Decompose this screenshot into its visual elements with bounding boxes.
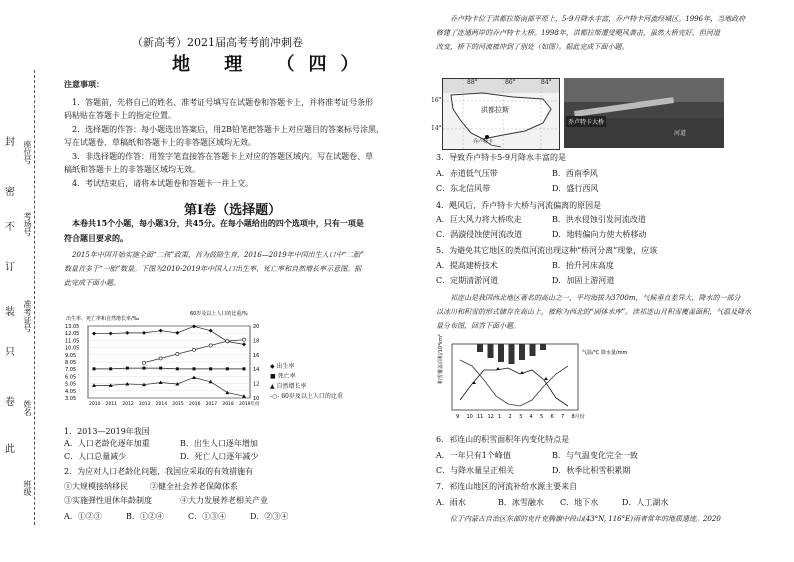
snow-bar xyxy=(477,344,483,352)
q4-option-c: C．涡漩侵蚀使河流改道 xyxy=(436,230,523,239)
q1-option-c: C．人口总量减少 xyxy=(64,452,127,461)
q4-option-b: B．洪水侵蚀引发河流改道 xyxy=(552,215,646,224)
series-line xyxy=(94,368,244,369)
x-tick-label: 2012 xyxy=(122,402,134,407)
section-intro: 本卷共15个小题，每小题3分，共45分。在每小题给出的四个选项中，只有一项是 xyxy=(72,218,364,228)
legend-item: ◆ 出生率 xyxy=(270,363,295,370)
river-label: 河道 xyxy=(674,130,687,137)
q3-option-d: D．盛行西风 xyxy=(552,184,599,193)
left-tick-label: 8.05 xyxy=(65,360,77,366)
left-tick-label: 6.05 xyxy=(65,374,77,381)
margin-word: 卷 xyxy=(5,397,15,408)
q2-option-a: A．①②③ xyxy=(64,512,102,521)
left-tick-label: 3.05 xyxy=(65,396,77,402)
left-tick-label: 7.05 xyxy=(65,367,77,374)
question-5: 5．为避免其它地区的类似河流出现这种“桥河分离”现象，应该 xyxy=(436,246,658,255)
x-tick-label: 2016 xyxy=(189,402,201,407)
data-point xyxy=(159,381,163,385)
cut-line xyxy=(34,70,35,525)
margin-word: 只 xyxy=(5,347,15,358)
right-tick-label: 10 xyxy=(253,396,260,402)
q5-option-b: B．抬升河床高度 xyxy=(552,261,614,270)
notice-line: 稿纸和答题卡上的非答题区域均无效。 xyxy=(64,165,200,174)
q3-option-a: A．赤道低气压带 xyxy=(436,169,498,178)
month-label: 5 xyxy=(540,414,544,420)
left-tick-label: 4.05 xyxy=(65,388,77,395)
q4-option-d: D．地转偏向力使大桥移动 xyxy=(552,230,647,239)
month-label: 11 xyxy=(477,414,484,420)
x-tick-label: 2013 xyxy=(139,402,151,407)
left-tick-label: 11.05 xyxy=(65,338,80,345)
passage-line: 此完成下面小题。 xyxy=(64,279,120,287)
notice-heading: 注意事项： xyxy=(64,79,104,89)
chart2-left-label: 积雪覆盖面积/10⁴km² xyxy=(438,334,444,384)
x-tick-label: 2014 xyxy=(155,402,168,407)
x-tick-label: 2011 xyxy=(105,402,118,407)
right-tick-label: 20 xyxy=(253,324,260,330)
margin-word: 装 xyxy=(5,307,15,318)
data-point xyxy=(142,361,145,364)
q7-option-b: B．冰雪融水 xyxy=(498,498,544,507)
left-tick-label: 10.05 xyxy=(65,345,80,352)
data-point xyxy=(159,357,162,360)
snow-bar xyxy=(530,344,536,356)
data-point xyxy=(243,367,246,370)
data-point xyxy=(125,331,129,335)
data-point xyxy=(192,375,196,379)
q2-option-d: D．②③④ xyxy=(250,512,289,521)
data-point xyxy=(242,338,245,341)
bridge-photo xyxy=(564,78,724,148)
population-rate-chart xyxy=(64,310,276,414)
q4-option-a: A．巨大风力将大桥吹走 xyxy=(436,215,522,224)
snow-bar xyxy=(498,344,504,362)
question-6: 6．祁连山的积雪面积年内变化特点是 xyxy=(436,435,570,444)
x-tick-label: 2015 xyxy=(172,402,184,407)
data-point xyxy=(159,367,162,370)
right-tick-label: 18 xyxy=(253,338,260,345)
notice-line: 1．答题前，先将自己的姓名、准考证号填写在试题卷和答题卡上，并将准考证号条形 xyxy=(72,98,374,107)
chart-legend xyxy=(270,362,370,402)
legend-item: ▲ 自然增长率 xyxy=(270,383,307,390)
q2-item: ③实施弹性退休年龄制度 xyxy=(64,496,152,505)
data-point xyxy=(143,367,146,370)
x-tick-label: 2018 xyxy=(222,402,234,407)
passage-line: 数量首多于“一胎”数量。下图为2010-2019年中国人口出生率、死亡率和自然增长率示意图。据 xyxy=(64,265,362,273)
left-tick-label: 5.05 xyxy=(65,381,77,388)
q7-option-d: D．人工湖水 xyxy=(622,498,669,507)
month-label: 10 xyxy=(466,414,473,420)
data-point xyxy=(176,352,179,355)
data-point xyxy=(192,324,196,328)
data-point xyxy=(209,344,212,347)
question-2: 2．为应对人口老龄化问题，我国应采取的有效措施有 xyxy=(64,467,254,476)
notice-line: 3．非选择题的作答：用签字笔直接答在答题卡上对应的答题区域内。写在试题卷、草 xyxy=(72,152,374,161)
q1-option-b: B．出生人口逐年增加 xyxy=(180,439,258,448)
passage-line: 祁连山是我国西北地区著名的高山之一，平均海拔为3700m，气候垂直差异大，降水的一部分 xyxy=(450,294,741,302)
data-point xyxy=(242,342,246,346)
passage-line: 以冰川和积雪的形式储存在高山上，被称为西北的“固体水库”。读祁连山月积雪覆盖面积、气温及降水 xyxy=(436,308,752,316)
passage-line: 修建了连通两岸的乔卢特卡大桥。1998年，洪都拉斯遭受飓风袭击，虽然大桥完好，但河道 xyxy=(436,29,720,37)
x-tick-label: 2017 xyxy=(205,402,218,407)
q6-option-a: A．一年只有1个峰值 xyxy=(436,451,511,460)
month-label: 12 xyxy=(487,414,494,420)
q1-option-a: A．人口老龄化逐年加重 xyxy=(64,439,150,448)
data-point xyxy=(109,367,112,370)
margin-word: 密 xyxy=(5,187,15,198)
question-3: 3．导致乔卢特卡5-9月降水丰富的是 xyxy=(436,153,566,162)
lon-label: 84° xyxy=(541,79,552,86)
margin-word: 不 xyxy=(5,222,15,233)
q7-option-a: A．雨水 xyxy=(436,498,466,507)
right-tick-label: 14 xyxy=(253,367,260,374)
section-intro: 符合题目要求的。 xyxy=(64,233,128,243)
data-point xyxy=(192,348,195,351)
month-label: 4 xyxy=(529,414,533,420)
name-field: 姓名 xyxy=(23,400,32,416)
month-label: 1 xyxy=(498,414,502,420)
q5-option-d: D．加固上游河道 xyxy=(552,276,615,285)
margin-word: 订 xyxy=(5,262,15,273)
snow-bar xyxy=(509,344,515,364)
q2-item: ①大规模接纳移民 xyxy=(64,482,128,491)
q3-option-c: C．东北信风带 xyxy=(436,184,491,193)
subject-title: 地 理 （四） xyxy=(172,54,373,75)
month-label: 3 xyxy=(519,414,523,420)
exam-room-field: 考场号 xyxy=(23,212,32,236)
snow-bar xyxy=(519,344,525,360)
passage-line: 改变，桥下的河流被冲到了别处（如图）。据此完成下面小题。 xyxy=(436,43,629,51)
right-tick-label: 16 xyxy=(253,352,260,359)
data-point xyxy=(226,340,229,343)
snow-bar xyxy=(488,344,494,358)
seat-number-field: 座位号 xyxy=(23,140,32,164)
right-tick-label: 12 xyxy=(253,381,260,388)
q2-item: ④大力发展养老相关产业 xyxy=(180,496,268,505)
data-point xyxy=(159,329,163,333)
series-line xyxy=(94,377,244,396)
notice-line: 写在试题卷、草稿纸和答题卡上的非答题区域均无效。 xyxy=(64,138,256,147)
data-point xyxy=(193,367,196,370)
lat-label: 14° xyxy=(431,125,442,132)
chart2-right-label: 气温/℃ 降水量/mm xyxy=(582,350,628,356)
q6-option-c: C．与降水量呈正相关 xyxy=(436,466,515,475)
passage-line: 量分布图，回答下面小题。 xyxy=(436,322,520,330)
question-7: 7．祁连山地区的河流补给水源主要来自 xyxy=(436,482,578,491)
admission-number-field: 准考证号 xyxy=(23,300,32,332)
exam-title: （新高考）2021届高考考前冲刺卷 xyxy=(132,36,303,49)
month-label: 8月份 xyxy=(571,414,585,420)
margin-word: 封 xyxy=(5,137,15,148)
left-tick-label: 12.05 xyxy=(65,331,80,338)
margin-word: 此 xyxy=(5,444,15,455)
lon-label: 88° xyxy=(467,79,478,86)
data-point xyxy=(109,332,113,336)
question-4: 4．飓风后，乔卢特卡大桥与河流偏离的原因是 xyxy=(436,201,602,210)
data-point xyxy=(93,367,96,370)
section-title: 第Ⅰ卷（选择题） xyxy=(184,203,282,218)
left-tick-label: 13.05 xyxy=(65,324,80,330)
lon-label: 86° xyxy=(505,79,516,86)
x-tick-label: 2010 xyxy=(89,402,101,407)
data-point xyxy=(142,331,146,335)
data-point xyxy=(92,332,96,336)
notice-line: 2．选择题的作答：每小题选出答案后，用2B铅笔把答题卡上对应题目的答案标号涂黑， xyxy=(72,125,385,134)
photo-caption: 乔卢特卡大桥 xyxy=(566,116,606,127)
binding-margin xyxy=(0,0,52,562)
class-field: 班级 xyxy=(23,480,32,496)
passage-line: 乔卢特卡位于洪都拉斯南部平原上，5-9月降水丰富，乔卢特卡河流经城区。1996年，当地政府 xyxy=(450,15,746,23)
legend-item: ■ 死亡率 xyxy=(270,373,296,380)
passage-line: 位于内蒙古自治区东部的克什克腾旗中段山(43°N, 116°E)雨者常年的地质遗迹。2020 xyxy=(450,515,721,523)
snow-bar xyxy=(540,344,546,350)
country-label: 洪都拉斯 xyxy=(481,106,509,114)
notice-line: 码粘贴在答题卡上的指定位置。 xyxy=(64,111,176,120)
left-tick-label: 9.05 xyxy=(65,352,77,359)
month-label: 9 xyxy=(456,414,460,420)
x-tick-label: 2019年份 xyxy=(239,402,260,407)
city-label: 乔卢特卡 xyxy=(473,139,494,145)
data-point xyxy=(226,367,229,370)
left-axis-label: 出生率、死亡率和自然增长率/‰ xyxy=(66,316,140,322)
q2-option-c: C．①③④ xyxy=(188,512,227,521)
lat-label: 16° xyxy=(431,97,442,104)
notice-line: 4．考试结束后，请将本试题卷和答题卡一并上交。 xyxy=(72,179,254,188)
q3-option-b: B．西南季风 xyxy=(552,169,598,178)
q6-option-b: B．与气温变化完全一致 xyxy=(552,451,638,460)
passage-line: 2015年中国开始实施全面“二孩”政策，首为鼓励生育，2016—2019年中国出生人口中“二胎” xyxy=(72,251,364,259)
q6-option-d: D．秋季比积雪积累期 xyxy=(552,466,631,475)
month-label: 7 xyxy=(561,414,565,420)
honduras-map xyxy=(431,78,560,150)
q5-option-a: A．提高建桥技术 xyxy=(436,261,498,270)
series-line xyxy=(94,326,244,344)
right-axis-label: 60岁及以上人口的比重/% xyxy=(190,311,248,317)
q2-option-b: B．①②④ xyxy=(126,512,164,521)
legend-item: -○- 60岁及以上人口的比重 xyxy=(270,393,343,400)
q1-option-d: D．死亡人口逐年减少 xyxy=(180,452,259,461)
data-point xyxy=(225,391,229,395)
q5-option-c: C．定期清淤河道 xyxy=(436,276,499,285)
month-label: 2 xyxy=(508,414,512,420)
data-point xyxy=(176,367,179,370)
qilian-climate-chart xyxy=(436,334,628,424)
q7-option-c: C．地下水 xyxy=(560,498,599,507)
data-point xyxy=(126,367,129,370)
question-1: 1．2013—2019年我国 xyxy=(64,427,150,436)
data-point xyxy=(175,331,179,335)
month-label: 6 xyxy=(550,414,554,420)
data-point xyxy=(209,329,213,333)
data-point xyxy=(209,367,212,370)
q2-item: ②健全社会养老保障体系 xyxy=(150,482,238,491)
